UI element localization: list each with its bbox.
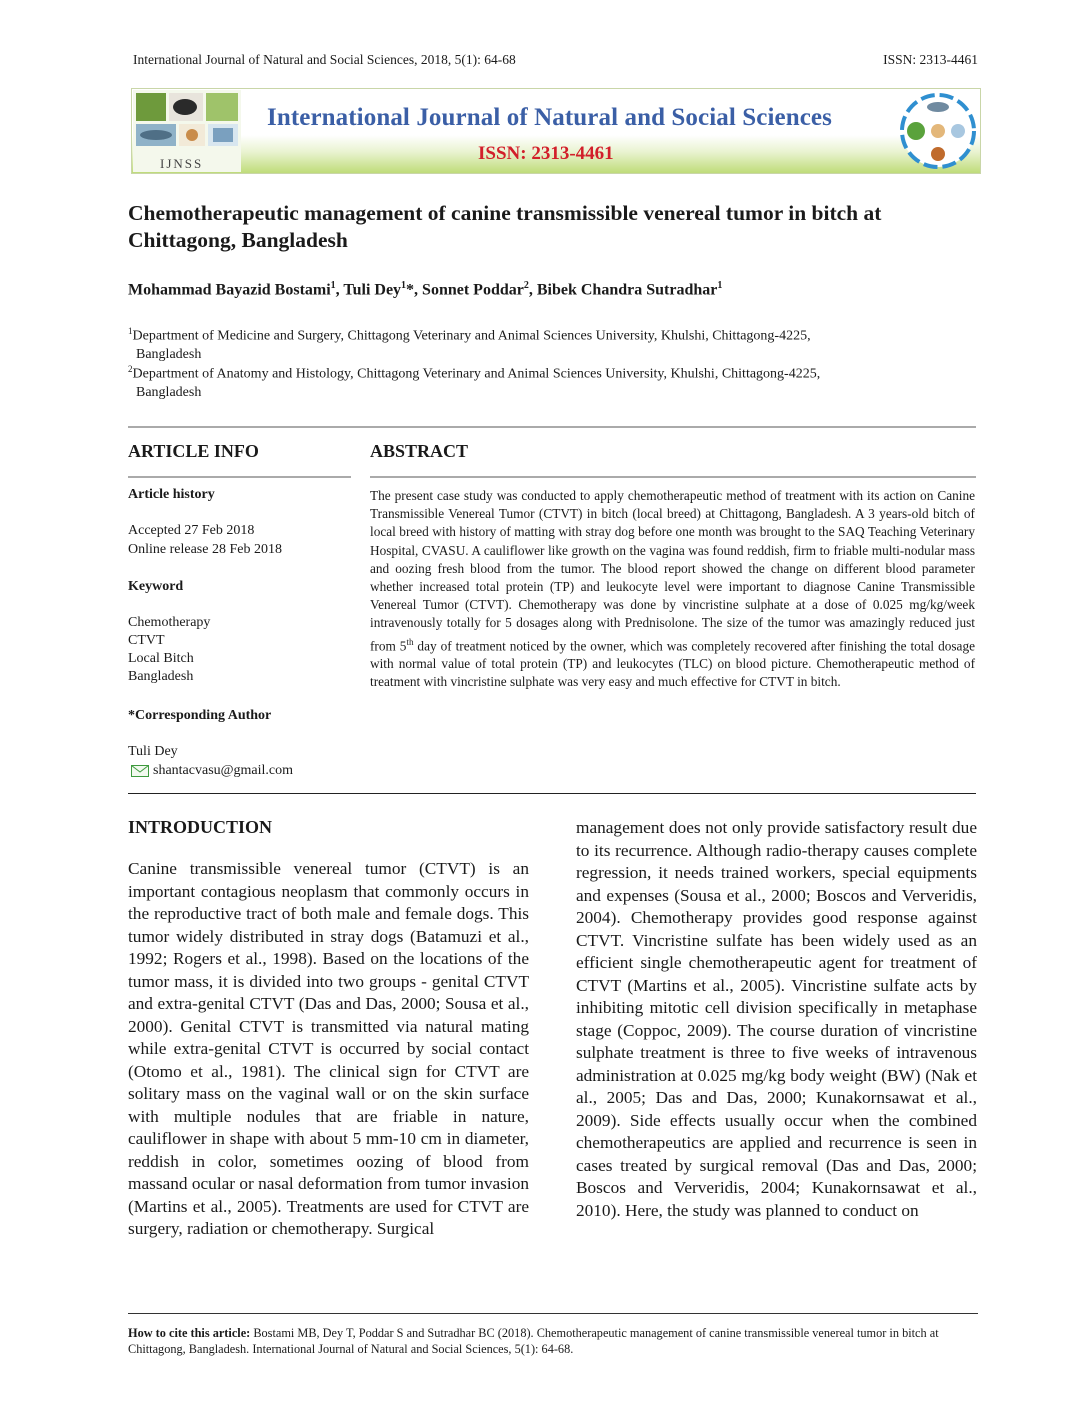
keyword: Chemotherapy: [128, 615, 211, 630]
introduction-column-1: [128, 858, 529, 1241]
article-info-heading: ARTICLE INFO: [128, 441, 259, 461]
running-header-issn: ISSN: 2313-4461: [883, 52, 978, 67]
corresponding-mark: *: [406, 281, 415, 299]
running-header-citation: International Journal of Natural and Social Sciences, 2018, 5(1): 64-68: [133, 52, 516, 67]
keyword: CTVT: [128, 633, 165, 648]
abstract-body: The present case study was conducted to apply chemotherapeutic method of treatment with its action on Canine Transmissible Venereal Tumor (CTVT) in bitch (local breed) at Chittagong, Bangladesh. A 3 years-old bitch of local breed with history of matting with stray dog before one month was brought to the SAQ Teaching Veterinary Hospital, CVASU. A cauliflower like growth on the vagina was found reddish, firm to friable multi-nodular mass and oozing fresh blood from the tumor. The blood report showed the change on different blood parameter whether increased total protein (TP) and leukocyte level were important to diagnose Canine Transmissible Venereal Tumor (CTVT). Chemotherapy was done by vincristine sulphate at a dose of 0.025 mg/kg/week intravenously totally for 5 dosages along with Prednisolone. The size of the tumor was amazingly reduced just from 5: [370, 488, 975, 654]
corresponding-author-name: Tuli Dey: [128, 744, 178, 759]
how-to-cite: [128, 1325, 978, 1357]
author-affil-mark: 1: [401, 280, 407, 291]
abstract-bottom-rule: [128, 793, 976, 794]
article-history-label: Article history: [128, 487, 215, 502]
keyword: Local Bitch: [128, 651, 194, 666]
journal-logo-text: IJNSS: [160, 156, 204, 171]
info-divider: [128, 476, 351, 478]
affil-country: Bangladesh: [136, 346, 202, 362]
journal-circle-emblem: [896, 90, 980, 172]
email-address[interactable]: shantacvasu@gmail.com: [153, 763, 294, 778]
journal-name: International Journal of Natural and Social Sciences: [267, 104, 832, 131]
author-separator: ,: [528, 281, 537, 299]
online-release-date: Online release 28 Feb 2018: [128, 542, 282, 557]
section-divider: [128, 426, 976, 428]
affil-mark: 1: [128, 326, 133, 336]
author-name: Sonnet Poddar: [422, 281, 524, 299]
affil-mark: 2: [128, 364, 133, 374]
affil-text: Department of Anatomy and Histology, Chittagong Veterinary and Animal Sciences University, Khulshi, Chittagong-4225,: [132, 366, 821, 382]
author-separator: ,: [335, 281, 344, 299]
keyword: Bangladesh: [128, 669, 194, 684]
intro-paragraph-cont: management does not only provide satisfactory result due to its recurrence. Although radio-therapy causes complete regression, it needs trained workers, special equipments and expenses (Sousa et al., 2000; Boscos and Ververidis, 2004). Chemotherapy provides good response against CTVT. Vincristine sulfate has been widely used as an efficient single chemotherapeutic agent for treatment of CTVT (Martins et al., 2005). Vincristine sulfate acts by inhibiting mitotic cell division specifically in metaphase stage (Coppoc, 2009). The course duration of vincristine sulphate treatment is three to five weeks of intravenous administration at 0.025 mg/kg body weight (BW) (Nak et al., 2005; Das and Das, 2000; Kunakornsawat et al., 2009). Side effects usually occur when the combined chemotherapeutics are applied and recurrence is seen in cases treated by surgical removal (Das and Das, 2000; Boscos and Ververidis, 2004; Kunakornsawat et al., 2010). Here, the study was planned to conduct on: [576, 818, 977, 1220]
abstract-superscript: th: [406, 636, 414, 647]
envelope-icon: [131, 765, 149, 777]
author-affil-mark: 1: [330, 280, 336, 291]
article-title: Chemotherapeutic management of canine transmissible venereal tumor in bitch at Chittagong, Bangladesh: [128, 201, 882, 252]
author-list: [128, 280, 722, 299]
author-affil-mark: 2: [523, 280, 529, 291]
keyword-list: [128, 614, 210, 686]
intro-paragraph: Canine transmissible venereal tumor (CTVT) is an important contagious neoplasm that commonly occurs in the reproductive tract of both male and female dogs. This tumor widely distributed in stray dogs (Batamuzi et al., 1992; Rogers et al., 1998). Based on the locations of the tumor mass, it is divided into two groups - genital CTVT and extra-genital CTVT (Das and Das, 2000; Sousa et al., 2000). Genital CTVT is transmitted via natural mating while extra-genital CTVT is occurred by social contact (Otomo et al., 1981). The clinical sign for CTVT are solitary mass on the vaginal wall or on the skin surface with multiple nodules that are friable in nature, cauliflower in shape with about 5 mm-10 cm in diameter, reddish in color, sometimes oozing of blood from massand ocular or nasal deformation from tumor invasion (Martins et al., 2005). Treatments are used for CTVT are surgery, radiation or chemotherapy. Surgical: [128, 859, 529, 1238]
abstract-divider: [370, 476, 976, 478]
abstract-text: [370, 487, 975, 692]
abstract-heading: ABSTRACT: [370, 441, 469, 461]
author-name: Bibek Chandra Sutradhar: [536, 281, 718, 299]
introduction-column-2: [576, 817, 977, 1222]
corresponding-author-label: *Corresponding Author: [128, 708, 272, 723]
accepted-date: Accepted 27 Feb 2018: [128, 523, 255, 538]
abstract-body-cont: day of treatment noticed by the owner, which was completely recovered after finishing the total dosage with normal value of total protein (TP) and leukocytes (TLC) on blood picture. Chemotherapeutic method of treatment with vincristine sulphate was very easy and much effective for CTVT in bitch.: [370, 638, 975, 690]
journal-issn: ISSN: 2313-4461: [478, 143, 614, 164]
footer-rule: [128, 1313, 978, 1314]
author-affil-mark: 1: [717, 280, 723, 291]
cite-label: How to cite this article:: [128, 1326, 251, 1340]
introduction-heading: INTRODUCTION: [128, 817, 273, 837]
keyword-label: Keyword: [128, 579, 184, 594]
cite-text: Bostami MB, Dey T, Poddar S and Sutradhar BC (2018). Chemotherapeutic management of canine transmissible venereal tumor in bitch at Chittagong, Bangladesh. International Journal of Natural and Social Sciences, 5(1): 64-68.: [128, 1326, 939, 1356]
author-name: Tuli Dey: [343, 281, 402, 299]
affil-country: Bangladesh: [136, 384, 202, 400]
affiliation-2: [128, 360, 820, 402]
corresponding-email[interactable]: [131, 762, 293, 780]
affiliation-1: [128, 322, 811, 364]
affil-text: Department of Medicine and Surgery, Chittagong Veterinary and Animal Sciences University, Khulshi, Chittagong-4225,: [132, 328, 811, 344]
author-name: Mohammad Bayazid Bostami: [128, 281, 331, 299]
author-separator: ,: [414, 281, 423, 299]
